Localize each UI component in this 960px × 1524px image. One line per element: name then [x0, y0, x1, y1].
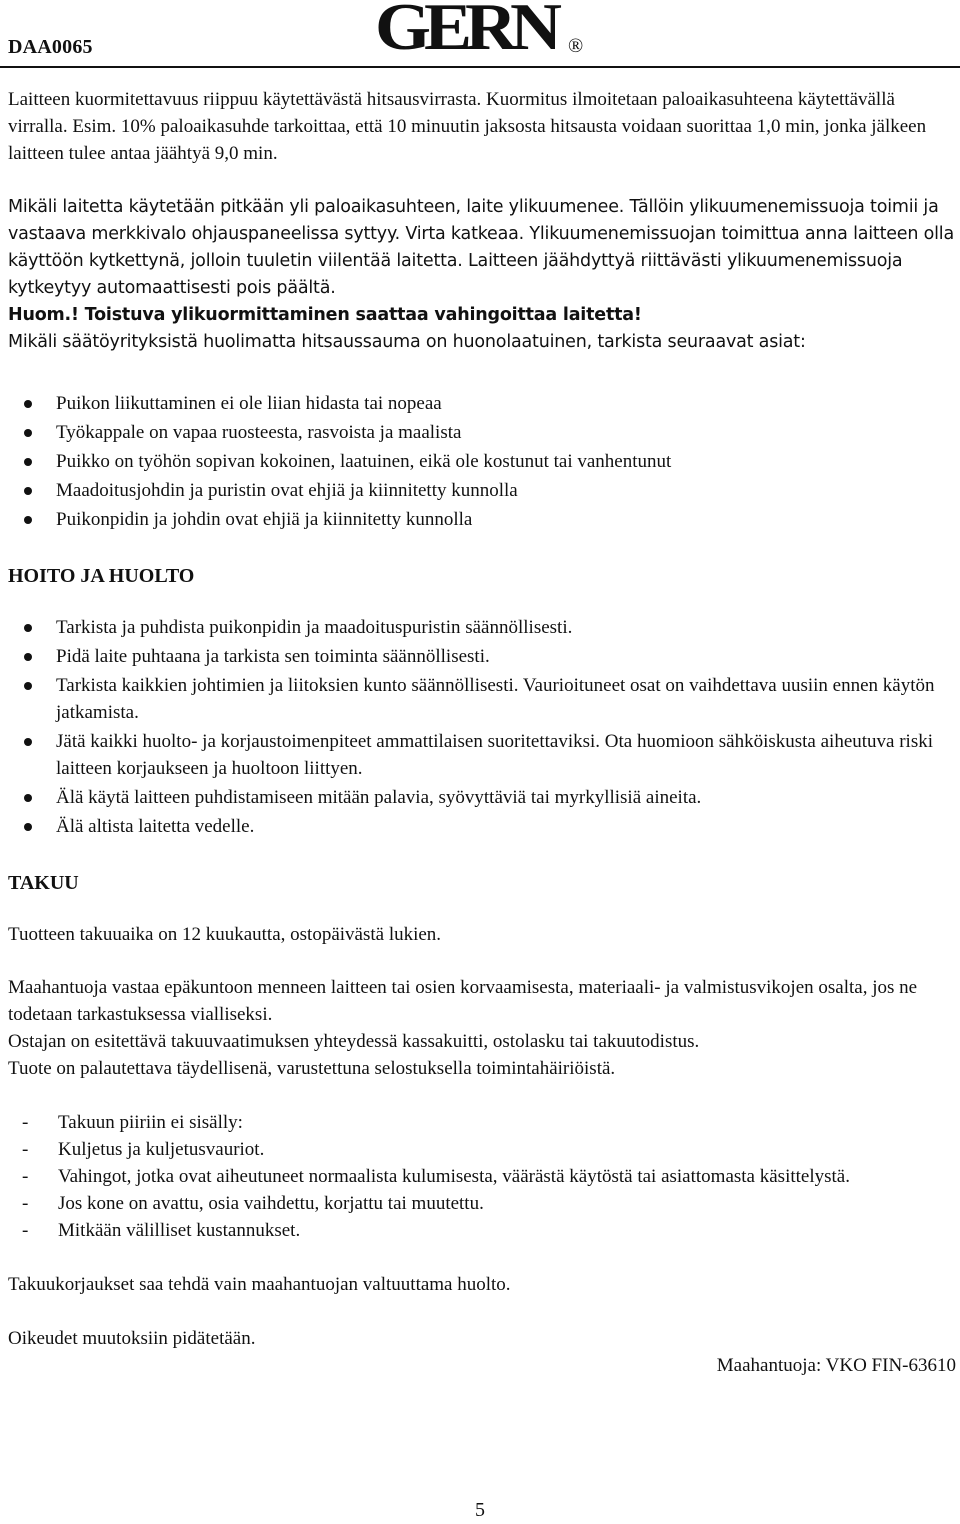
- page-header: [0, 0, 960, 64]
- document-code: DAA0065: [8, 36, 93, 58]
- warranty-paragraph: Maahantuoja vastaa epäkuntoon menneen laitteen tai osien korvaamisesta, materiaali- ja valmistusvikojen osalta, jos ne todetaan tarkastuksessa vialliseksi.: [8, 977, 918, 1025]
- list-item: Älä käytä laitteen puhdistamiseen mitään palavia, syövyttäviä tai myrkyllisiä aineita.: [8, 784, 956, 811]
- page-number: 5: [475, 1499, 485, 1521]
- maintenance-heading: HOITO JA HUOLTO: [8, 565, 195, 587]
- warranty-paragraph: Ostajan on esitettävä takuuvaatimuksen yhteydessä kassakuitti, ostolasku tai takuutodistus.: [8, 1031, 700, 1052]
- warranty-heading: TAKUU: [8, 872, 79, 894]
- registered-mark: ®: [568, 35, 584, 57]
- maintenance-list: [8, 614, 956, 840]
- list-item: Älä altista laitetta vedelle.: [8, 813, 956, 840]
- list-item: - Vahingot, jotka ovat aiheutuneet normaalista kulumisesta, väärästä käytöstä tai asiattomasta käsittelystä.: [8, 1163, 956, 1190]
- weld-checklist: [8, 390, 956, 533]
- list-item: - Jos kone on avattu, osia vaihdettu, korjattu tai muutettu.: [8, 1190, 956, 1217]
- page-content: [8, 86, 956, 1379]
- warranty-period: Tuotteen takuuaika on 12 kuukautta, ostopäivästä lukien.: [8, 924, 442, 945]
- header-divider: [0, 66, 960, 68]
- list-item: Jätä kaikki huolto- ja korjaustoimenpiteet ammattilaisen suoritettaviksi. Ota huomioon sähköiskusta aiheutuva riski laitteen korjaukseen ja huoltoon liittyen.: [8, 728, 956, 782]
- list-item: Puikko on työhön sopivan kokoinen, laatuinen, eikä ole kostunut tai vanhentunut: [8, 448, 956, 475]
- warranty-paragraph: Tuote on palautettava täydellisenä, varustettuna selostuksella toimintahäiriöistä.: [8, 1058, 616, 1079]
- checklist-intro: Mikäli säätöyrityksistä huolimatta hitsaussauma on huonolaatuinen, tarkista seuraavat asiat:: [8, 332, 806, 352]
- list-item: Tarkista ja puhdista puikonpidin ja maadoituspuristin säännöllisesti.: [8, 614, 956, 641]
- list-item: Puikon liikuttaminen ei ole liian hidasta tai nopeaa: [8, 390, 956, 417]
- list-item: Työkappale on vapaa ruosteesta, rasvoista ja maalista: [8, 419, 956, 446]
- list-item: Puikonpidin ja johdin ovat ehjiä ja kiinnitetty kunnolla: [8, 506, 956, 533]
- importer-info: Maahantuoja: VKO FIN-63610: [716, 1355, 956, 1376]
- list-item: - Kuljetus ja kuljetusvauriot.: [8, 1136, 956, 1163]
- list-item: - Takuun piiriin ei sisälly:: [8, 1109, 956, 1136]
- warranty-exclusions: [8, 1109, 956, 1244]
- warranty-repairs: Takuukorjaukset saa tehdä vain maahantuojan valtuuttama huolto.: [8, 1274, 511, 1295]
- overheat-section: [8, 194, 956, 356]
- gern-logo: GERN: [375, 0, 556, 64]
- rights-reserved: Oikeudet muutoksiin pidätetään.: [8, 1328, 256, 1349]
- list-item: - Mitkään välilliset kustannukset.: [8, 1217, 956, 1244]
- overload-warning: Huom.! Toistuva ylikuormittaminen saattaa vahingoittaa laitetta!: [8, 305, 642, 325]
- warranty-terms: [8, 974, 956, 1082]
- list-item: Maadoitusjohdin ja puristin ovat ehjiä ja kiinnitetty kunnolla: [8, 477, 956, 504]
- duty-cycle-paragraph: Laitteen kuormitettavuus riippuu käytettävästä hitsausvirrasta. Kuormitus ilmoitetaan paloaikasuhteena käytettävällä virralla. Esim. 10% paloaikasuhde tarkoittaa, että 10 minuutin jaksosta hitsausta voidaan suorittaa 1,0 min, jonka jälkeen laitteen tulee antaa jäähtyä 9,0 min.: [8, 89, 927, 164]
- list-item: Tarkista kaikkien johtimien ja liitoksien kunto säännöllisesti. Vaurioituneet osat on vaihdettava uusiin ennen käytön jatkamista.: [8, 672, 956, 726]
- list-item: Pidä laite puhtaana ja tarkista sen toiminta säännöllisesti.: [8, 643, 956, 670]
- overheat-paragraph: Mikäli laitetta käytetään pitkään yli paloaikasuhteen, laite ylikuumenee. Tällöin ylikuumenemissuoja toimii ja vastaava merkkivalo ohjauspaneelissa syttyy. Virta katkeaa. Ylikuumenemissuojan toimittua anna laitteen olla käyttöön kytkettynä, jolloin tuuletin viilentää laitetta. Laitteen jäähdyttyä riittävästi ylikuumenemissuoja kytkeytyy automaattisesti pois päältä.: [8, 197, 954, 298]
